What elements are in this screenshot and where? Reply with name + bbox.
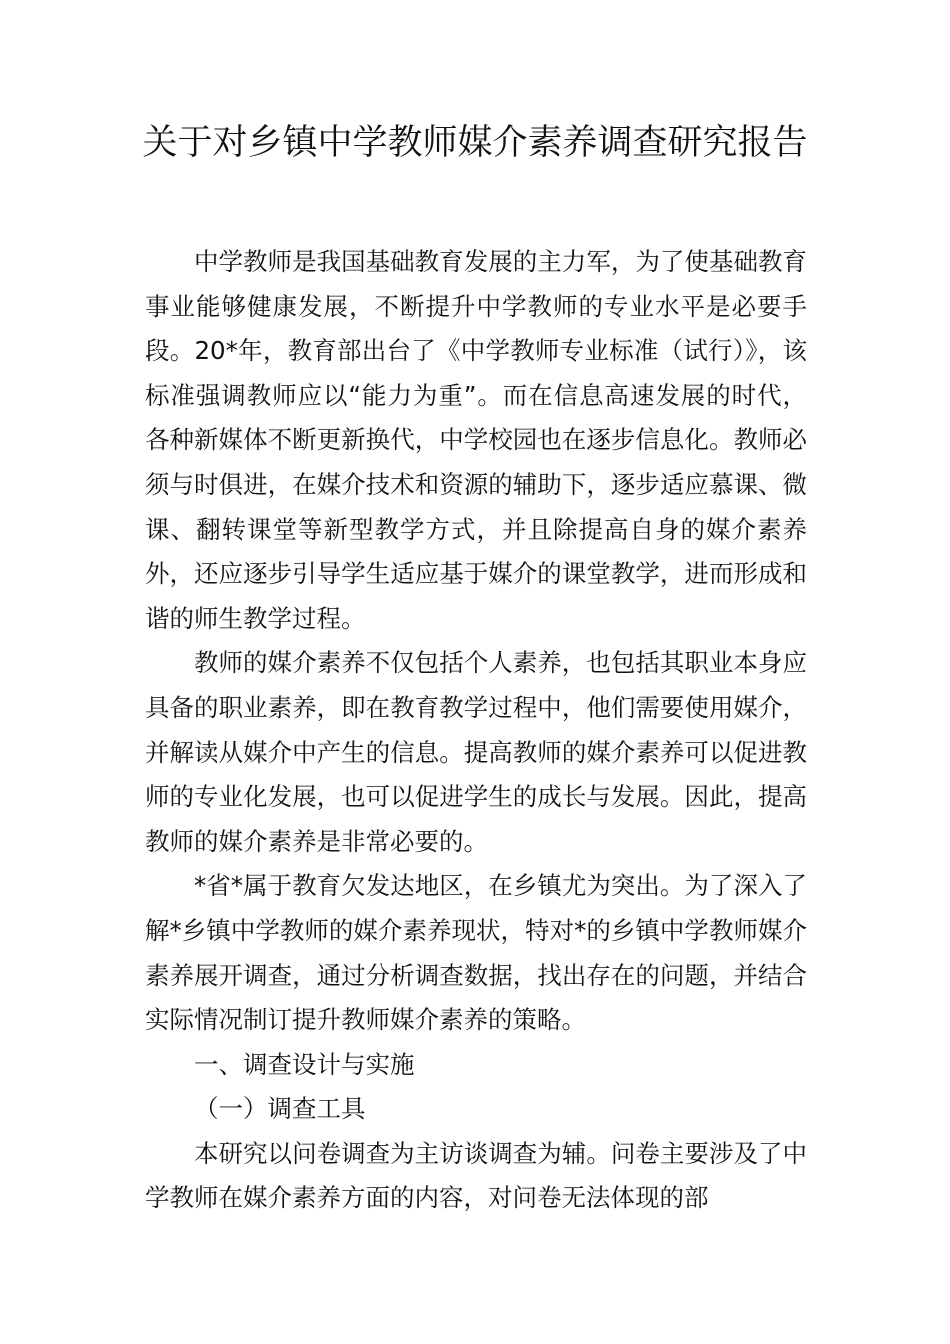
paragraph-method: 本研究以问卷调查为主访谈调查为辅。问卷主要涉及了中学教师在媒介素养方面的内容，对问卷无法体现的部 xyxy=(145,1138,807,1213)
paragraph-background: *省*属于教育欠发达地区，在乡镇尤为突出。为了深入了解*乡镇中学教师的媒介素养现状，特对*的乡镇中学教师媒介素养展开调查，通过分析调查数据，找出存在的问题，并结合实际情况制订提升教师媒介素养的策略。 xyxy=(145,871,807,1035)
paragraph-intro: 中学教师是我国基础教育发展的主力军，为了使基础教育事业能够健康发展，不断提升中学教师的专业水平是必要手段。20*年，教育部出台了《中学教师专业标准（试行）》，该标准强调教师应以“能力为重”。而在信息高速发展的时代，各种新媒体不断更新换代，中学校园也在逐步信息化。教师必须与时俱进，在媒介技术和资源的辅助下，逐步适应慕课、微课、翻转课堂等新型教学方式，并且除提高自身的媒介素养外，还应逐步引导学生适应基于媒介的课堂教学，进而形成和谐的师生教学过程。 xyxy=(145,247,807,633)
section-heading: 一、调查设计与实施 xyxy=(194,1049,415,1079)
document-title: 关于对乡镇中学教师媒介素养调查研究报告 xyxy=(142,123,808,163)
document-body xyxy=(145,240,807,1221)
paragraph-media-literacy: 教师的媒介素养不仅包括个人素养，也包括其职业本身应具备的职业素养，即在教育教学过程中，他们需要使用媒介，并解读从媒介中产生的信息。提高教师的媒介素养可以促进教师的专业化发展，也可以促进学生的成长与发展。因此，提高教师的媒介素养是非常必要的。 xyxy=(145,648,807,856)
subsection-heading: （一）调查工具 xyxy=(194,1094,366,1124)
